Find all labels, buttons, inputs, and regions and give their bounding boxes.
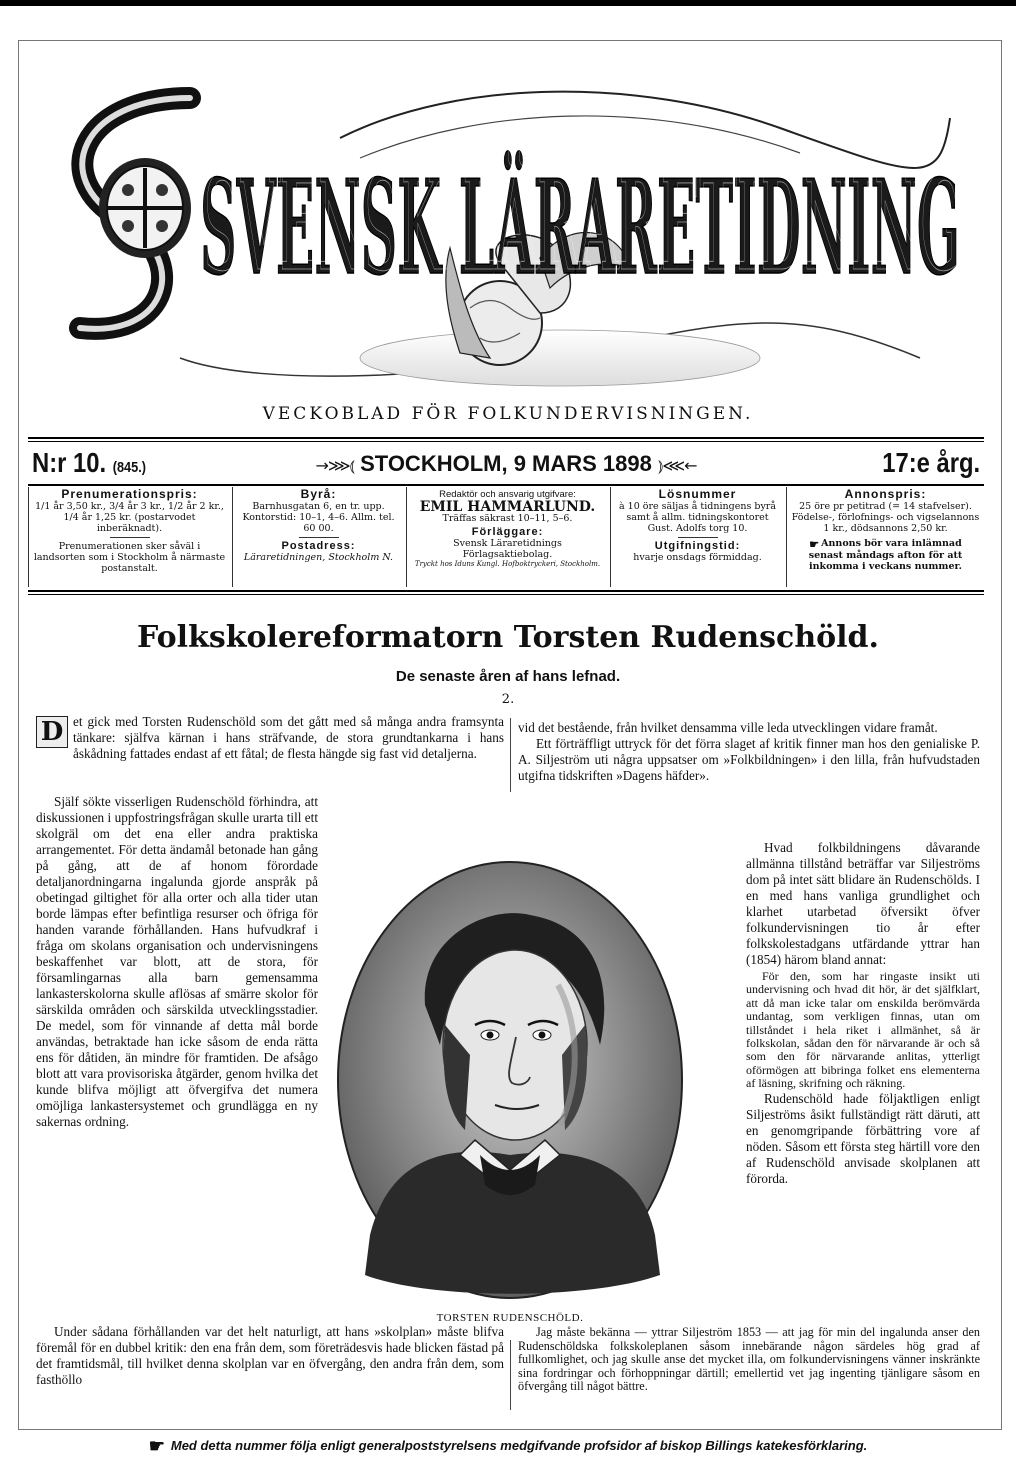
- pointing-hand-icon: ☛: [148, 1436, 165, 1456]
- column-divider-bottom: [510, 1340, 511, 1410]
- article-title: Folkskolereformatorn Torsten Rudenschöld.: [137, 620, 879, 655]
- pointing-hand-icon: ☛: [809, 538, 820, 551]
- portrait-icon: [330, 855, 690, 1305]
- rule-top-thin: [28, 441, 984, 442]
- rule-bottom: [28, 590, 984, 592]
- article-intro: [36, 714, 504, 762]
- annons-note: Annons bör vara inlämnad senast måndags afton för att inkomma i veckans nummer.: [808, 538, 963, 572]
- rule-top: [28, 437, 984, 439]
- byra-heading: Byrå:: [300, 487, 337, 501]
- rule-mid: [28, 484, 984, 486]
- postadress-text: Läraretidningen, Stockholm N.: [243, 552, 394, 563]
- portrait-caption: TORSTEN RUDENSCHÖLD.: [436, 1312, 584, 1324]
- prenumeration-text: 1/1 år 3,50 kr., 3/4 år 3 kr., 1/2 år 2 kr., 1/4 år 1,25 kr. (postarvodet inberäknadt).: [35, 501, 224, 534]
- issue-year: 17:e årg.: [882, 447, 980, 478]
- prenumeration-heading: Prenumerationspris:: [61, 487, 198, 501]
- rule-bottom-thin: [28, 594, 984, 595]
- info-annons: [786, 487, 984, 587]
- article-part-number: 2.: [501, 692, 515, 707]
- masthead-artwork: [40, 58, 975, 398]
- info-prenumeration: [28, 487, 230, 587]
- byra-text: Barnhusgatan 6, en tr. upp. Kontorstid: 10–1, 4–6. Allm. tel. 60 00.: [242, 501, 395, 534]
- redaktor-name: EMIL HAMMARLUND.: [419, 499, 596, 515]
- intro-text: et gick med Torsten Rudenschöld som det gått med så många andra framsynta tänkare: själfva kärnan i hans sträfvande, de stora grundtankarna i hans åskådning fattades endast af ett fåtal; de flesta hängde sig fast vid detaljerna.: [73, 714, 504, 761]
- column-2-paragraph-4: Rudenschöld hade följaktligen enligt Siljeströms åsikt fullständigt rätt däruti, att en genomgripande förbättring vore af nöden. Såsom ett första steg härtill vore den af Rudenschöld anvisade skolplanen att förorda.: [746, 1090, 980, 1186]
- top-border: [0, 0, 1016, 6]
- masthead-subtitle: VECKOBLAD FÖR FOLKUNDERVISNINGEN.: [262, 404, 754, 424]
- ornament-right-icon: ⦆⋘←: [658, 456, 697, 475]
- redaktor-text: Träffas säkrast 10–11, 5–6.: [442, 513, 573, 524]
- column-divider-top: [510, 718, 511, 792]
- article-column-1-continued: [36, 1324, 504, 1388]
- redaktor-heading: Redaktör och ansvarig utgifvare:: [439, 489, 576, 500]
- svg-text:SVENSK LÄRARETIDNING: SVENSK LÄRARETIDNING: [204, 147, 964, 300]
- losnummer-text: à 10 öre säljas å tidningens byrå samt å allm. tidningskontoret Gust. Adolfs torg 10.: [618, 501, 777, 534]
- forlaggare-heading: Förläggare:: [471, 526, 544, 538]
- footer-note: [0, 1436, 1016, 1457]
- column-1-text: Själf sökte visserligen Rudenschöld förhindra, att diskussionen i uppfostringsfrågan skulle urarta till ett skolgräl om det ena eller andra praktiska arrangementet. För detta ändamål betonade han gång på gång, att de af honom förordade detaljanordningarna ingalunda gjorde anspråk på obetingad giltighet för alla orter och alla tider utan borde lämpas efter befintliga resurser och öfriga för handen varande förhållanden. Hans hufvudkraf i fråga om skolans organisation och undervisningens beskaffenhet var blott, att de stora, för församlingarnas alla barn gemensamma lankasterskolorna skulle aflösas af smärre skolor för särskilda områden och särskilda utvecklingsstadier. De medel, som för vinnande af detta mål borde användas, betraktade han icke såsom de enda rätta ens för dåtiden, än mindre för framtiden. De afsågo blott att vara provisoriska åtgärder, genom hvilka det kunde blifva möjligt att öfvergifva det numera omöjliga lankastersystemet och grundlägga en ny sakernas ordning.: [36, 794, 318, 1129]
- masthead: [40, 58, 975, 398]
- siljestrom-quote: För den, som har ringaste insikt uti undervisning och hvad dit hör, är det själfklart, att då man icke talar om enskilda berömvärda undantag, som verkligen finnas, utan om tillståndet i hela riket i allmänhet, så är folkskolan, sådan den för närvarande är och så som den för närvarande anlitas, ytterligt oförmögen att bibringa folket ens elementerna af läsning, skrifning och räkning.: [746, 969, 980, 1091]
- info-losnummer: [610, 487, 784, 587]
- article-column-2-top: [518, 720, 980, 784]
- issue-row: [28, 445, 984, 483]
- article-column-2: [746, 840, 980, 1187]
- info-redaktor: [406, 487, 608, 587]
- tryckt-text: Tryckt hos Iduns Kungl. Hofboktryckeri, Stockholm.: [414, 560, 601, 568]
- forlaggare-text: Svensk Läraretidnings Förlagsaktiebolag.: [453, 538, 562, 560]
- utgifningstid-heading: Utgifningstid:: [654, 540, 741, 552]
- losnummer-heading: Lösnummer: [658, 487, 737, 501]
- issue-date: [28, 451, 984, 477]
- divider: [678, 537, 718, 538]
- annons-heading: Annonspris:: [844, 487, 927, 501]
- article-subtitle: De senaste åren af hans lefnad.: [395, 668, 621, 685]
- column-1-continued-text: Under sådana förhållanden var det helt naturligt, att hans »skolplan» måste blifva föremål för en dubbel kritik: den ena från dem, som företrädesvis hade blicken fästad på det framtidsmål, till hvilket denna skolplan var en öfvergång, den andra från dem, som fasthöllo: [36, 1324, 504, 1387]
- info-byra: [232, 487, 404, 587]
- column-2-paragraph-2: Ett förträffligt uttryck för det förra slaget af kritik finner man hos den genialiske P. A. Siljeström uti några uppsatser om »Folkbildningen» i den lilla, från hufvudstaden utgifna tidskriften »Dagens häfder».: [518, 736, 980, 783]
- divider: [110, 537, 150, 538]
- utgifningstid-text: hvarje onsdags förmiddag.: [633, 552, 762, 563]
- masthead-title: SVENSK LÄRARETIDNING: [200, 151, 960, 304]
- prenumeration-note: Prenumerationen sker såväl i landsorten som i Stockholm å närmaste postanstalt.: [33, 541, 226, 574]
- issue-date-text: STOCKHOLM, 9 MARS 1898: [360, 451, 652, 476]
- footer-note-text: Med detta nummer följa enligt generalpoststyrelsens medgifvande profsidor af biskop Billings katekesförklaring.: [170, 1438, 868, 1453]
- column-2-paragraph-3: Hvad folkbildningens dåvarande allmänna tillstånd beträffar var Siljeströms dom på intet sätt blidare än Rudenschölds. I en med hans vanliga grundlighet och klarhet utarbetad öfversikt öfver folkundervisningen tio år efter folkskolestadgans utfärdande yttrar han (1854) härom bland annat:: [746, 840, 980, 967]
- column-2-paragraph-5: Jag måste bekänna — yttrar Siljeström 1853 — att jag för min del ingalunda anser den Rudenschöldska folkskoleplanen såsom innebärande någon särdeles hög grad af fullkomlighet, och jag skulle anse det mycket illa, om folkundervisningens vänner inskränkte sina fordringar och förhoppningar därtill; emellertid vet jag ingenting tjänligare såsom en öfvergång till något bättre.: [518, 1325, 980, 1394]
- issue-number-paren: (845.): [112, 459, 147, 476]
- annons-text: 25 öre pr petitrad (= 14 stafvelser). Födelse-, förlofnings- och vigselannons 1 kr., dödsannons 2,50 kr.: [791, 501, 980, 534]
- column-2-top-text: vid det bestående, från hvilket densamma ville leda utvecklingen vidare framåt.: [518, 720, 938, 735]
- portrait-illustration: [330, 855, 690, 1305]
- article-column-2-bottom: [518, 1326, 980, 1394]
- issue-number-text: N:r 10.: [32, 447, 107, 478]
- dropcap: D: [36, 716, 68, 748]
- ornament-left-icon: →⋙⦅: [315, 456, 354, 475]
- postadress-heading: Postadress:: [281, 540, 356, 552]
- article-column-1: [36, 794, 318, 1130]
- divider: [299, 537, 339, 538]
